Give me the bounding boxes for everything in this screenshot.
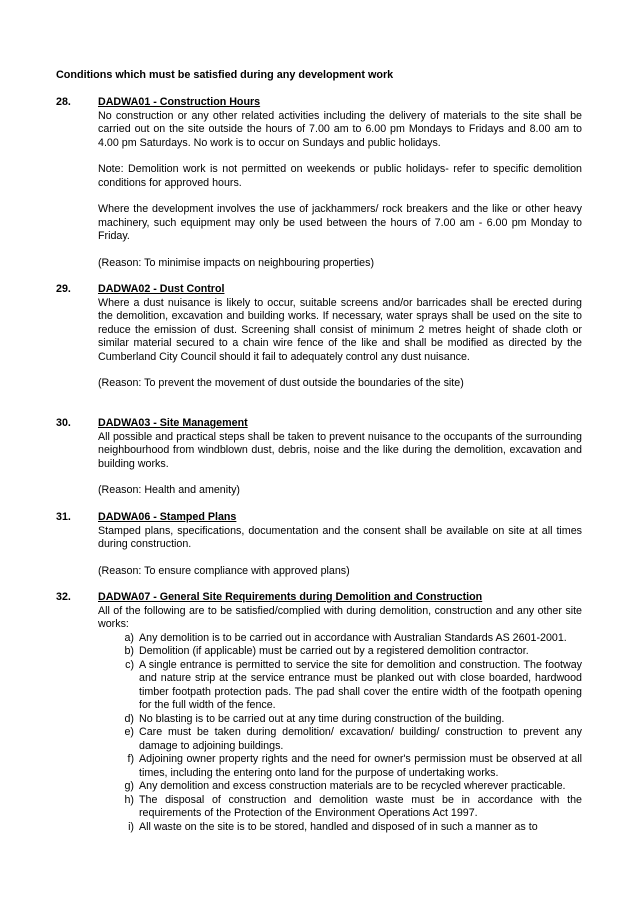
section-heading: Conditions which must be satisfied during any development work xyxy=(56,69,394,81)
list-item-text: Demolition (if applicable) must be carried out by a registered demolition contractor. xyxy=(139,645,529,657)
condition-paragraph: Where a dust nuisance is likely to occur, suitable screens and/or barricades shall be erected during the demolition, excavation and building works. If necessary, water sprays shall be used on the site to reduce the emission of dust. Screening shall consist of minimum 2 metres height of shade cloth or similar material secured to a chain wire fence of the like and shall be modified as directed by the Cumberland City Council should it fail to adequately control any dust nuisance. xyxy=(98,296,582,363)
list-item xyxy=(98,780,582,794)
condition-title: DADWA02 - Dust Control xyxy=(98,283,225,295)
list-item-label: h) xyxy=(124,793,134,806)
list-item xyxy=(98,821,582,835)
list-item xyxy=(98,794,582,821)
condition-31 xyxy=(56,511,582,578)
condition-title: DADWA03 - Site Management xyxy=(98,417,248,429)
condition-body xyxy=(98,297,582,391)
condition-title: DADWA07 - General Site Requirements during Demolition and Construction xyxy=(98,591,483,603)
list-item-label: b) xyxy=(124,645,134,657)
list-item xyxy=(98,753,582,780)
list-item-label: d) xyxy=(124,712,134,725)
condition-28 xyxy=(56,96,582,270)
condition-body xyxy=(98,431,582,498)
condition-number: 32. xyxy=(56,591,71,603)
list-item-text: No blasting is to be carried out at any time during construction of the building. xyxy=(139,712,505,725)
condition-30 xyxy=(56,417,582,498)
list-item-text: Adjoining owner property rights and the need for owner's permission must be observed at all times, including the entering onto land for the purpose of undertaking works. xyxy=(139,753,582,779)
list-item-text: Care must be taken during demolition/ excavation/ building/ construction to prevent any damage to adjoining buildings. xyxy=(139,726,582,752)
condition-reason: (Reason: To minimise impacts on neighbouring properties) xyxy=(98,256,375,269)
list-item-text: All waste on the site is to be stored, handled and disposed of in such a manner as to xyxy=(139,820,538,833)
list-item-text: Any demolition is to be carried out in accordance with Australian Standards AS 2601-2001. xyxy=(139,631,567,644)
list-item-label: a) xyxy=(124,631,134,644)
condition-body xyxy=(98,110,582,271)
condition-paragraph: Stamped plans, specifications, documentation and the consent shall be available on site at all times during construction. xyxy=(98,524,582,550)
condition-title: DADWA06 - Stamped Plans xyxy=(98,511,237,523)
condition-number: 28. xyxy=(56,96,71,108)
list-item-label: g) xyxy=(124,780,134,792)
list-item-label: c) xyxy=(125,658,134,671)
condition-29 xyxy=(56,283,582,391)
condition-reason: (Reason: To prevent the movement of dust outside the boundaries of the site) xyxy=(98,377,464,389)
condition-note: Note: Demolition work is not permitted on weekends or public holidays- refer to specific demolition conditions for approved hours. xyxy=(98,163,582,189)
list-item xyxy=(98,659,582,713)
list-item xyxy=(98,645,582,659)
list-item-label: i) xyxy=(128,820,134,833)
condition-title: DADWA01 - Construction Hours xyxy=(98,96,261,108)
condition-body xyxy=(98,525,582,579)
condition-paragraph: No construction or any other related activities including the delivery of materials to the site shall be carried out on the site outside the hours of 7.00 am to 6.00 pm Mondays to Fridays and 8.00 am to 4.00 pm Saturdays. No work is to occur on Sundays and public holidays. xyxy=(98,109,582,149)
list-item-text: The disposal of construction and demolition waste must be in accordance with the requirements of the Protection of the Environment Operations Act 1997. xyxy=(139,793,582,819)
list-item xyxy=(98,713,582,727)
list-item-label: e) xyxy=(124,726,134,738)
condition-body xyxy=(98,605,582,835)
condition-number: 29. xyxy=(56,283,71,295)
condition-reason: (Reason: To ensure compliance with approved plans) xyxy=(98,564,350,577)
condition-reason: (Reason: Health and amenity) xyxy=(98,484,240,496)
requirements-list xyxy=(98,632,582,835)
condition-number: 30. xyxy=(56,417,71,429)
condition-intro: All of the following are to be satisfied/complied with during demolition, construction and any other site works: xyxy=(98,604,582,630)
condition-number: 31. xyxy=(56,511,71,523)
list-item-text: Any demolition and excess construction materials are to be recycled wherever practicable. xyxy=(139,780,566,792)
list-item xyxy=(98,632,582,646)
condition-paragraph: Where the development involves the use of jackhammers/ rock breakers and the like or other heavy machinery, such equipment may only be used between the hours of 7.00 am - 6.00 pm Monday to Friday. xyxy=(98,203,582,242)
list-item xyxy=(98,726,582,753)
list-item-text: A single entrance is permitted to service the site for demolition and construction. The footway and nature strip at the service entrance must be planked out with close boarded, hardwood timber footpath protection pads. The pad shall cover the entire width of the footpath opening for the full width of the fence. xyxy=(139,658,582,711)
condition-32 xyxy=(56,591,582,834)
condition-paragraph: All possible and practical steps shall be taken to prevent nuisance to the occupants of the surrounding neighbourhood from windblown dust, debris, noise and the like during the demolition, excavation and building works. xyxy=(98,430,582,470)
list-item-label: f) xyxy=(127,753,134,765)
